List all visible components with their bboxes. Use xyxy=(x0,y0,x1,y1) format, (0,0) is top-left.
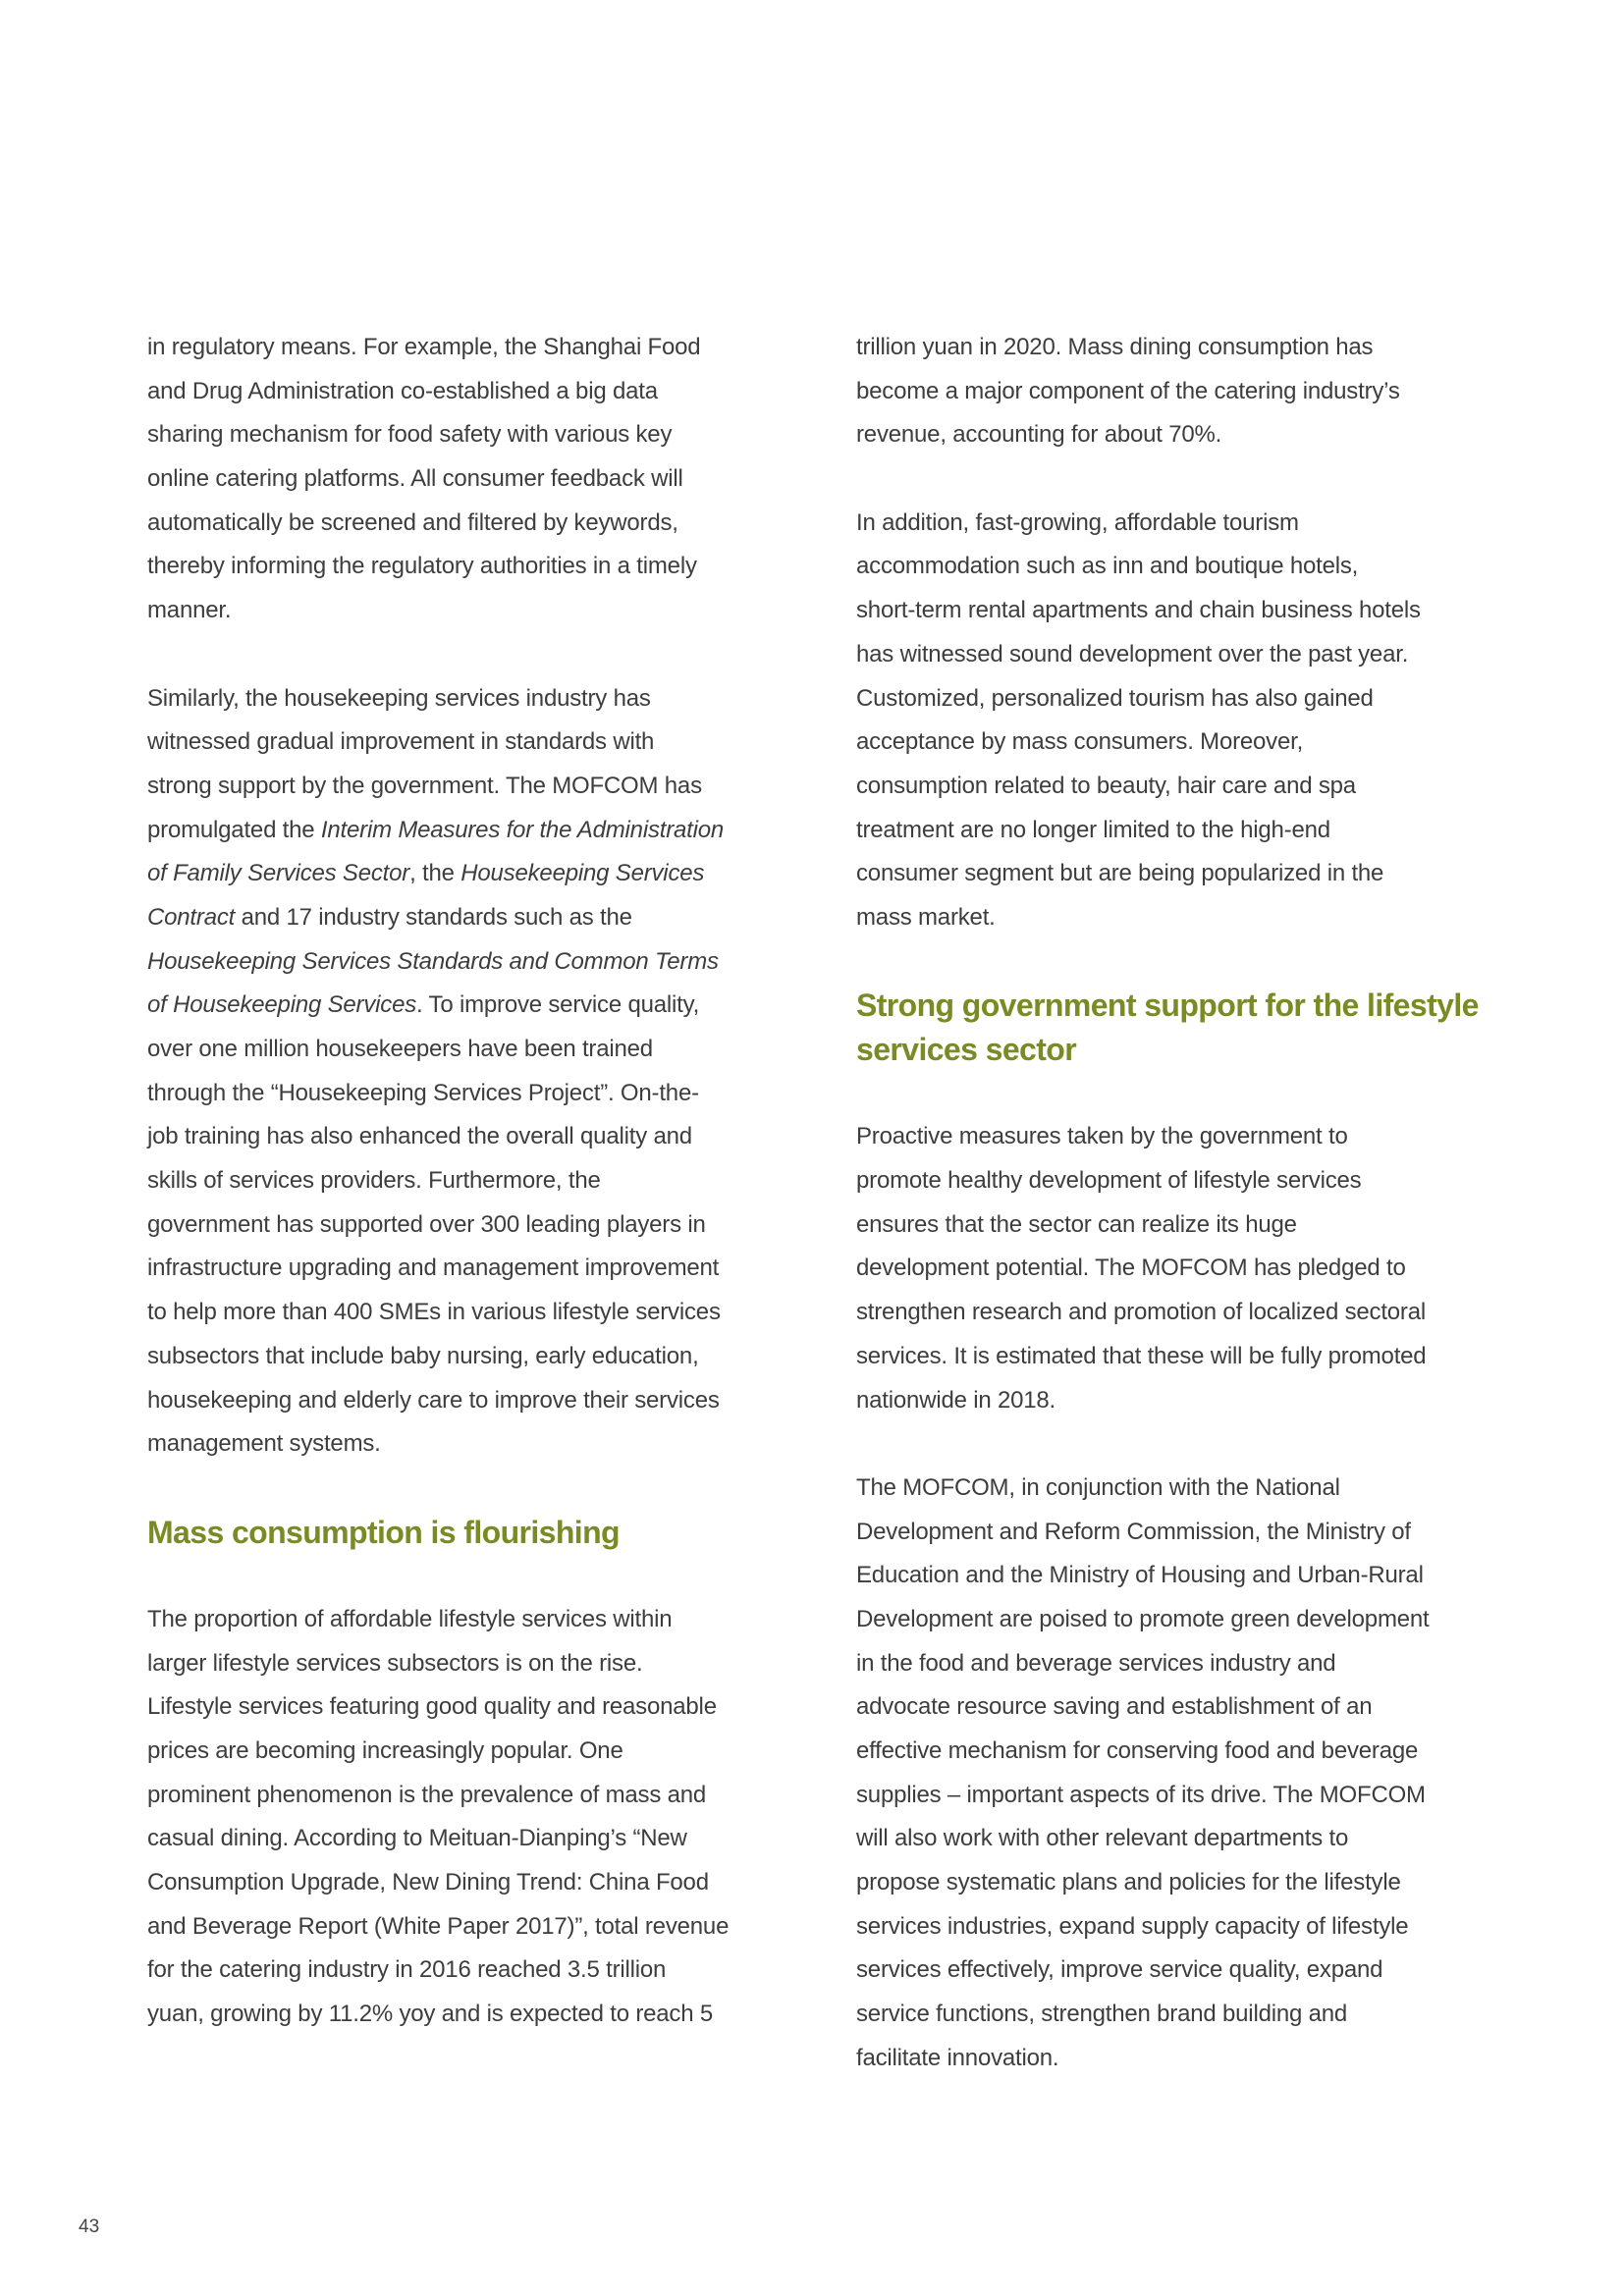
text-segment: promulgated the xyxy=(147,816,321,843)
italic-title-text: of Family Services Sector xyxy=(147,860,410,887)
text-segment: Similarly, the housekeeping services industry has xyxy=(147,684,651,712)
paragraph-gap xyxy=(856,457,1524,502)
text-line xyxy=(856,326,1524,370)
text-line xyxy=(856,1467,1524,1511)
text-line xyxy=(856,852,1524,896)
text-segment: infrastructure upgrading and management improvement xyxy=(147,1255,720,1282)
right-column xyxy=(856,326,1524,2081)
text-segment: management systems. xyxy=(147,1430,381,1458)
text-line xyxy=(147,1817,815,1861)
text-segment: Consumption Upgrade, New Dining Trend: China Food xyxy=(147,1869,709,1896)
text-segment: prominent phenomenon is the prevalence of mass and xyxy=(147,1781,707,1808)
text-line xyxy=(147,370,815,414)
text-line xyxy=(856,765,1524,809)
italic-title-text: of Housekeeping Services xyxy=(147,991,417,1019)
text-segment: The MOFCOM, in conjunction with the National xyxy=(856,1473,1340,1501)
text-line xyxy=(856,1949,1524,1993)
text-segment: casual dining. According to Meituan-Dianping’s “New xyxy=(147,1825,687,1852)
text-line xyxy=(856,1203,1524,1248)
text-line xyxy=(856,1379,1524,1423)
text-line xyxy=(856,1598,1524,1642)
text-line xyxy=(856,1861,1524,1905)
text-segment: become a major component of the catering industry’s xyxy=(856,377,1400,404)
text-line xyxy=(147,1685,815,1730)
text-line xyxy=(856,1642,1524,1686)
text-segment: and Drug Administration co-established a big data xyxy=(147,377,658,404)
text-segment: manner. xyxy=(147,597,232,624)
text-segment: thereby informing the regulatory authorities in a timely xyxy=(147,553,697,580)
text-segment: in the food and beverage services industry and xyxy=(856,1649,1336,1677)
text-segment: . To improve service quality, xyxy=(416,991,700,1019)
text-segment: prices are becoming increasingly popular. One xyxy=(147,1737,623,1764)
text-segment: strengthen research and promotion of localized sectoral xyxy=(856,1299,1427,1326)
text-segment: trillion yuan in 2020. Mass dining consumption has xyxy=(856,334,1374,360)
text-segment: , the xyxy=(409,860,461,887)
text-line xyxy=(147,940,815,985)
text-line xyxy=(147,1203,815,1248)
text-segment: Lifestyle services featuring good quality and reasonable xyxy=(147,1693,717,1721)
text-line xyxy=(147,1379,815,1423)
text-line xyxy=(147,589,815,633)
text-line xyxy=(856,1159,1524,1203)
text-segment: Strong government support for the lifestyle xyxy=(856,988,1479,1024)
text-segment: services. It is estimated that these will be fully promoted xyxy=(856,1342,1427,1369)
paragraph-gap xyxy=(147,633,815,677)
paragraph-gap xyxy=(147,1554,815,1598)
text-segment: and 17 industry standards such as the xyxy=(235,903,632,931)
text-segment: services industries, expand supply capacity of lifestyle xyxy=(856,1912,1409,1940)
section-heading xyxy=(856,984,1524,1028)
text-segment: sharing mechanism for food safety with various key xyxy=(147,421,673,449)
text-segment: strong support by the government. The MOFCOM has xyxy=(147,772,702,799)
text-line xyxy=(147,326,815,370)
text-line xyxy=(147,677,815,721)
text-line xyxy=(856,502,1524,546)
text-line xyxy=(147,502,815,546)
text-segment: development potential. The MOFCOM has pledged to xyxy=(856,1255,1406,1282)
text-line xyxy=(147,852,815,896)
text-segment: subsectors that include baby nursing, early education, xyxy=(147,1342,699,1369)
text-segment: Proactive measures taken by the government to xyxy=(856,1123,1348,1150)
text-segment: housekeeping and elderly care to improve their services xyxy=(147,1386,720,1414)
text-segment: consumption related to beauty, hair care and spa xyxy=(856,772,1356,799)
text-segment: yuan, growing by 11.2% yoy and is expected to reach 5 xyxy=(147,2001,713,2028)
text-line xyxy=(147,1993,815,2037)
text-line xyxy=(147,896,815,940)
italic-title-text: Interim Measures for the Administration xyxy=(320,816,725,843)
text-line xyxy=(856,370,1524,414)
text-segment: short-term rental apartments and chain business hotels xyxy=(856,597,1421,624)
text-line xyxy=(147,1905,815,1949)
text-segment: job training has also enhanced the overall quality and xyxy=(147,1123,692,1150)
page-number: 43 xyxy=(79,2216,100,2237)
text-segment: acceptance by mass consumers. Moreover, xyxy=(856,728,1304,756)
text-line xyxy=(856,1817,1524,1861)
text-line xyxy=(147,765,815,809)
text-segment: services sector xyxy=(856,1032,1077,1067)
text-line xyxy=(147,984,815,1028)
italic-title-text: Housekeeping Services xyxy=(460,860,705,887)
text-segment: service functions, strengthen brand building and xyxy=(856,2001,1348,2028)
text-line xyxy=(147,1028,815,1072)
text-segment: effective mechanism for conserving food and beverage xyxy=(856,1737,1419,1764)
text-segment: supplies – important aspects of its drive. The MOFCOM xyxy=(856,1781,1426,1808)
text-line xyxy=(147,413,815,457)
paragraph-gap xyxy=(856,1072,1524,1116)
text-line xyxy=(147,1730,815,1774)
text-line xyxy=(147,1642,815,1686)
text-line xyxy=(856,1905,1524,1949)
section-heading xyxy=(147,1511,815,1555)
text-segment: has witnessed sound development over the past year. xyxy=(856,640,1409,667)
text-segment: accommodation such as inn and boutique hotels, xyxy=(856,553,1359,580)
text-segment: skills of services providers. Furthermore, the xyxy=(147,1167,601,1195)
text-segment: advocate resource saving and establishment of an xyxy=(856,1693,1373,1721)
text-line xyxy=(147,1072,815,1116)
text-line xyxy=(856,677,1524,721)
text-line xyxy=(147,457,815,502)
text-segment: government has supported over 300 leading players in xyxy=(147,1210,706,1238)
text-line xyxy=(856,1247,1524,1291)
text-segment: will also work with other relevant departments to xyxy=(856,1825,1349,1852)
text-line xyxy=(856,721,1524,765)
text-segment: automatically be screened and filtered by keywords, xyxy=(147,508,678,536)
text-line xyxy=(856,1291,1524,1335)
text-segment: treatment are no longer limited to the high-end xyxy=(856,816,1330,843)
text-line xyxy=(856,633,1524,677)
text-line xyxy=(856,413,1524,457)
text-segment: Mass consumption is flourishing xyxy=(147,1514,620,1550)
text-line xyxy=(856,1554,1524,1598)
text-line xyxy=(856,1511,1524,1555)
text-segment: Customized, personalized tourism has also gained xyxy=(856,684,1374,712)
text-line xyxy=(147,1247,815,1291)
text-segment: nationwide in 2018. xyxy=(856,1386,1056,1414)
text-segment: The proportion of affordable lifestyle services within xyxy=(147,1605,673,1632)
text-line xyxy=(147,1422,815,1467)
paragraph-gap xyxy=(856,1422,1524,1467)
text-segment: revenue, accounting for about 70%. xyxy=(856,421,1222,449)
text-segment: consumer segment but are being popularized in the xyxy=(856,860,1384,887)
text-line xyxy=(856,1730,1524,1774)
text-segment: ensures that the sector can realize its huge xyxy=(856,1210,1297,1238)
text-line xyxy=(856,1685,1524,1730)
text-segment: through the “Housekeeping Services Project”. On-the- xyxy=(147,1079,699,1106)
text-segment: over one million housekeepers have been trained xyxy=(147,1036,653,1062)
text-line xyxy=(147,809,815,853)
text-segment: for the catering industry in 2016 reached 3.5 trillion xyxy=(147,1956,667,1984)
text-line xyxy=(856,2037,1524,2081)
text-line xyxy=(147,1335,815,1379)
text-line xyxy=(147,721,815,765)
text-line xyxy=(856,545,1524,589)
text-line xyxy=(147,1291,815,1335)
text-line xyxy=(147,1115,815,1159)
text-line xyxy=(147,1949,815,1993)
paragraph-gap xyxy=(856,940,1524,985)
text-line xyxy=(856,589,1524,633)
text-line xyxy=(856,1993,1524,2037)
text-line xyxy=(856,1774,1524,1818)
text-line xyxy=(856,896,1524,940)
italic-title-text: Housekeeping Services Standards and Common Terms xyxy=(147,947,719,975)
text-segment: promote healthy development of lifestyle services xyxy=(856,1167,1362,1195)
text-line xyxy=(856,1115,1524,1159)
text-segment: Development and Reform Commission, the Ministry of xyxy=(856,1518,1411,1545)
text-line xyxy=(856,1335,1524,1379)
text-segment: mass market. xyxy=(856,903,996,931)
section-heading xyxy=(856,1028,1524,1072)
text-segment: Education and the Ministry of Housing and Urban-Rural xyxy=(856,1562,1424,1589)
paragraph-gap xyxy=(147,1467,815,1511)
text-segment: services effectively, improve service quality, expand xyxy=(856,1956,1383,1984)
text-line xyxy=(147,1159,815,1203)
text-segment: Development are poised to promote green development xyxy=(856,1605,1430,1632)
text-line xyxy=(147,1861,815,1905)
text-segment: online catering platforms. All consumer feedback will xyxy=(147,465,683,493)
text-line xyxy=(147,1774,815,1818)
text-segment: facilitate innovation. xyxy=(856,2044,1059,2071)
text-segment: In addition, fast-growing, affordable tourism xyxy=(856,508,1299,536)
text-line xyxy=(147,545,815,589)
text-line xyxy=(856,809,1524,853)
left-column xyxy=(147,326,815,2037)
text-segment: larger lifestyle services subsectors is on the rise. xyxy=(147,1649,643,1677)
text-segment: propose systematic plans and policies for the lifestyle xyxy=(856,1869,1401,1896)
italic-title-text: Contract xyxy=(147,903,236,931)
text-segment: in regulatory means. For example, the Shanghai Food xyxy=(147,334,701,360)
text-line xyxy=(147,1598,815,1642)
text-segment: and Beverage Report (White Paper 2017)”, total revenue xyxy=(147,1912,730,1940)
text-segment: to help more than 400 SMEs in various lifestyle services xyxy=(147,1299,721,1326)
text-segment: witnessed gradual improvement in standards with xyxy=(147,728,655,756)
